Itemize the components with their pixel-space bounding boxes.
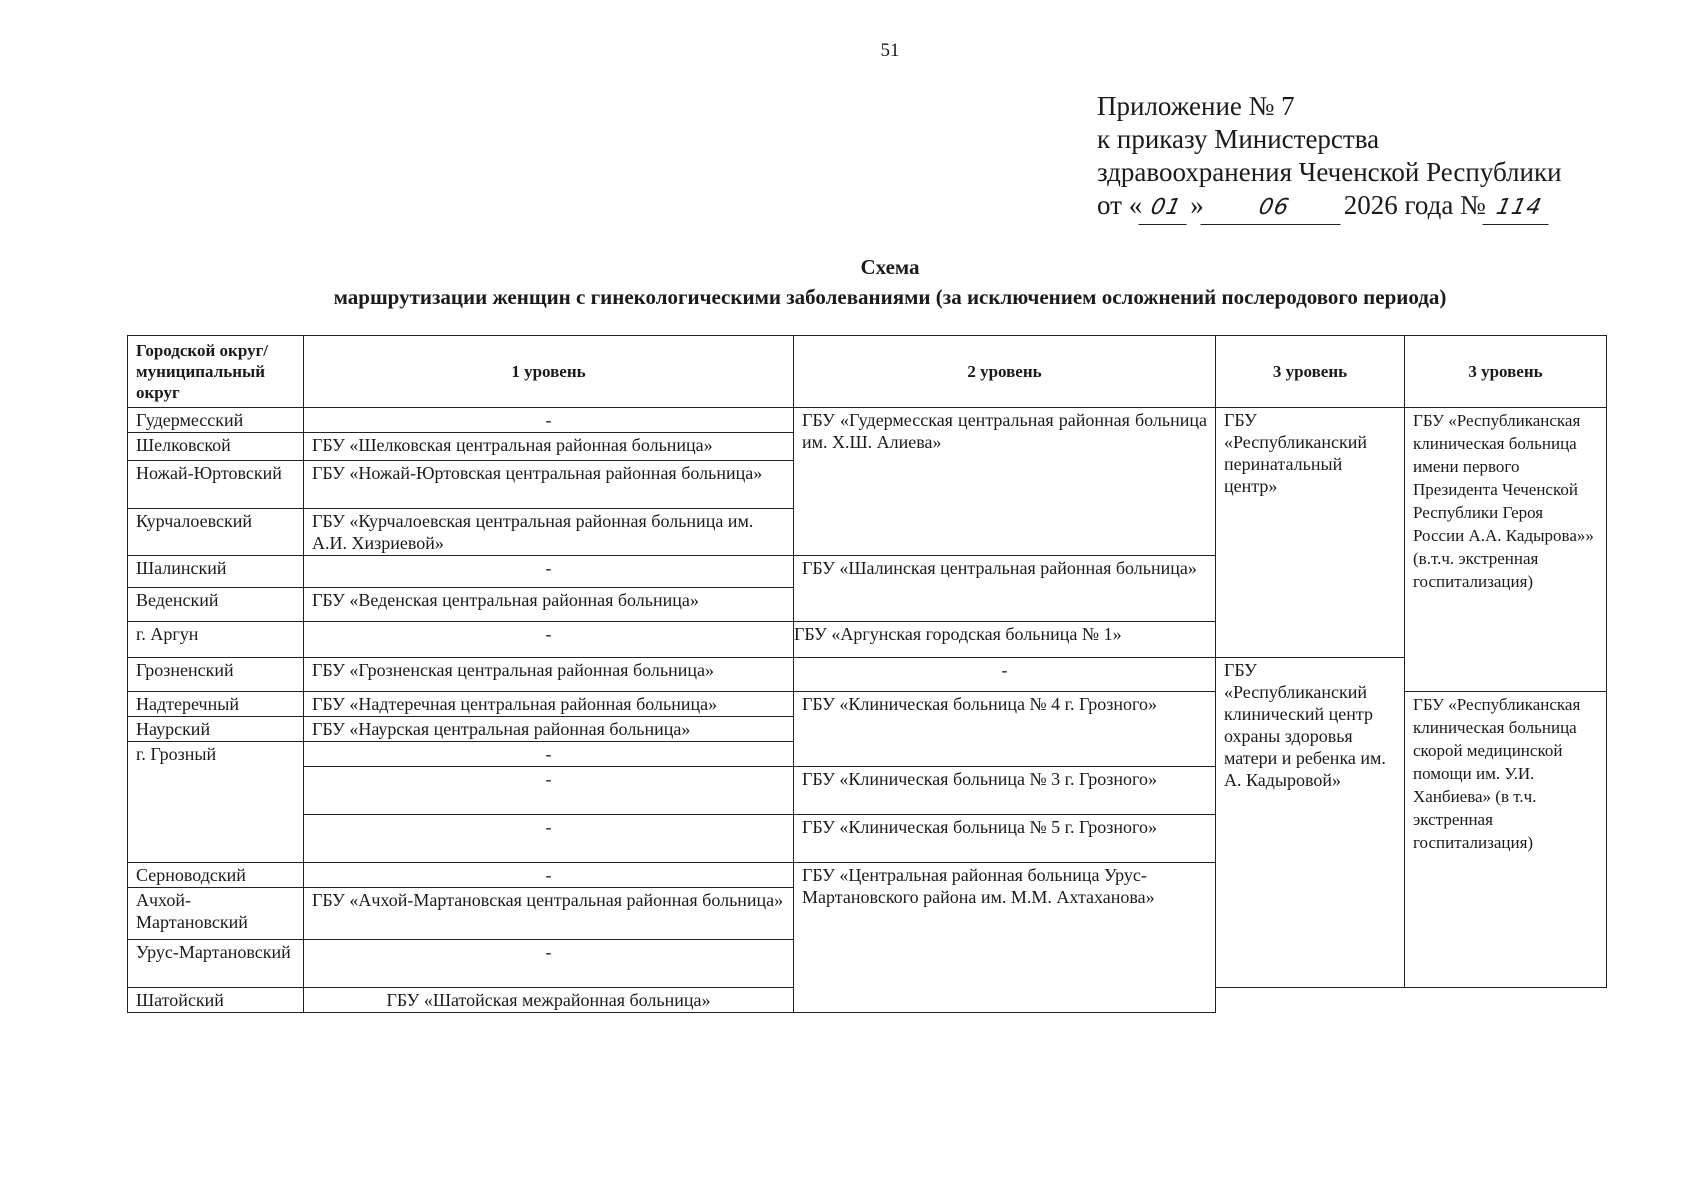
- table-row: [128, 658, 1607, 692]
- level2-cell: ГБУ «Центральная районная больница Урус-Мартановского района им. М.М. Ахтаханова»: [794, 863, 1216, 1013]
- level1-cell: ГБУ «Курчалоевская центральная районная больница им. А.И. Хизриевой»: [304, 509, 794, 556]
- level1-cell: -: [304, 556, 794, 588]
- level3b-cell: ГБУ «Республиканская клиническая больница имени первого Президента Чеченской Республики Героя России А.А. Кадырова»» (в.т.ч. экстренная госпитализация): [1405, 408, 1607, 692]
- header-level-3b: 3 уровень: [1405, 336, 1607, 408]
- district-cell: Урус-Мартановский: [128, 940, 304, 988]
- header-level-1: 1 уровень: [304, 336, 794, 408]
- district-cell: г. Грозный: [128, 742, 304, 863]
- year-text: 2026 года №: [1343, 190, 1486, 220]
- level1-cell: ГБУ «Надтеречная центральная районная больница»: [304, 692, 794, 717]
- level1-cell: ГБУ «Грозненская центральная районная больница»: [304, 658, 794, 692]
- header-level-3a: 3 уровень: [1216, 336, 1405, 408]
- level3a-cell: ГБУ «Республиканский клинический центр охраны здоровья матери и ребенка им. А. Кадыровой»: [1216, 658, 1405, 988]
- appendix-block: [1097, 90, 1562, 225]
- district-cell: Веденский: [128, 588, 304, 622]
- district-cell: Шелковской: [128, 433, 304, 461]
- header-row: [128, 336, 1607, 408]
- handwritten-order-number: 114: [1482, 191, 1555, 225]
- appendix-title: Приложение № 7: [1097, 91, 1295, 121]
- district-cell: Ачхой-Мартановский: [128, 888, 304, 940]
- appendix-order-ref: к приказу Министерства: [1097, 124, 1380, 154]
- level1-cell: -: [304, 863, 794, 888]
- level3b-cell: ГБУ «Республиканская клиническая больница скорой медицинской помощи им. У.И. Ханбиева» (в т.ч. экстренная госпитализация): [1405, 692, 1607, 988]
- level2-cell: ГБУ «Гудермесская центральная районная больница им. Х.Ш. Алиева»: [794, 408, 1216, 556]
- district-cell: Гудермесский: [128, 408, 304, 433]
- page-number: 51: [880, 40, 900, 61]
- level2-cell: ГБУ «Клиническая больница № 4 г. Грозного»: [794, 692, 1216, 767]
- level1-cell: ГБУ «Шатойская межрайонная больница»: [304, 988, 794, 1013]
- level2-cell: -: [794, 658, 1216, 692]
- header-level-2: 2 уровень: [794, 336, 1216, 408]
- level1-cell: -: [304, 767, 794, 815]
- level1-cell: ГБУ «Шелковская центральная районная больница»: [304, 433, 794, 461]
- date-mid: »: [1190, 190, 1204, 220]
- level1-cell: ГБУ «Наурская центральная районная больница»: [304, 717, 794, 742]
- district-cell: Серноводский: [128, 863, 304, 888]
- routing-table: [127, 335, 1607, 1013]
- level1-cell: ГБУ «Веденская центральная районная больница»: [304, 588, 794, 622]
- level1-cell: -: [304, 815, 794, 863]
- level1-cell: ГБУ «Ачхой-Мартановская центральная районная больница»: [304, 888, 794, 940]
- level2-cell: ГБУ «Клиническая больница № 3 г. Грозного»: [794, 767, 1216, 815]
- level1-cell: -: [304, 408, 794, 433]
- document-title: [0, 252, 1701, 312]
- level1-cell: -: [304, 940, 794, 988]
- district-cell: Ножай-Юртовский: [128, 461, 304, 509]
- handwritten-month: 06: [1200, 191, 1347, 225]
- level2-cell: ГБУ «Клиническая больница № 5 г. Грозного»: [794, 815, 1216, 863]
- district-cell: Грозненский: [128, 658, 304, 692]
- district-cell: Надтеречный: [128, 692, 304, 717]
- district-cell: Наурский: [128, 717, 304, 742]
- district-cell: Шалинский: [128, 556, 304, 588]
- table-row: [128, 408, 1607, 433]
- header-district: Городской округ/муниципальный округ: [128, 336, 304, 408]
- district-cell: Курчалоевский: [128, 509, 304, 556]
- date-prefix: от «: [1097, 190, 1143, 220]
- title-line-1: Схема: [860, 255, 920, 279]
- level3a-cell: ГБУ «Республиканский перинатальный центр»: [1216, 408, 1405, 658]
- level1-cell: -: [304, 742, 794, 767]
- title-line-2: маршрутизации женщин с гинекологическими заболеваниями (за исключением осложнений послеродового периода): [333, 285, 1447, 309]
- district-cell: г. Аргун: [128, 622, 304, 658]
- level2-cell: ГБУ «Шалинская центральная районная больница»: [794, 556, 1216, 622]
- level2-cell: ГБУ «Аргунская городская больница № 1»: [794, 622, 1216, 658]
- appendix-date-line: [1097, 189, 1562, 225]
- level1-cell: ГБУ «Ножай-Юртовская центральная районная больница»: [304, 461, 794, 509]
- district-cell: Шатойский: [128, 988, 304, 1013]
- appendix-ministry: здравоохранения Чеченской Республики: [1097, 157, 1562, 187]
- handwritten-day: 01: [1139, 191, 1194, 225]
- level1-cell: -: [304, 622, 794, 658]
